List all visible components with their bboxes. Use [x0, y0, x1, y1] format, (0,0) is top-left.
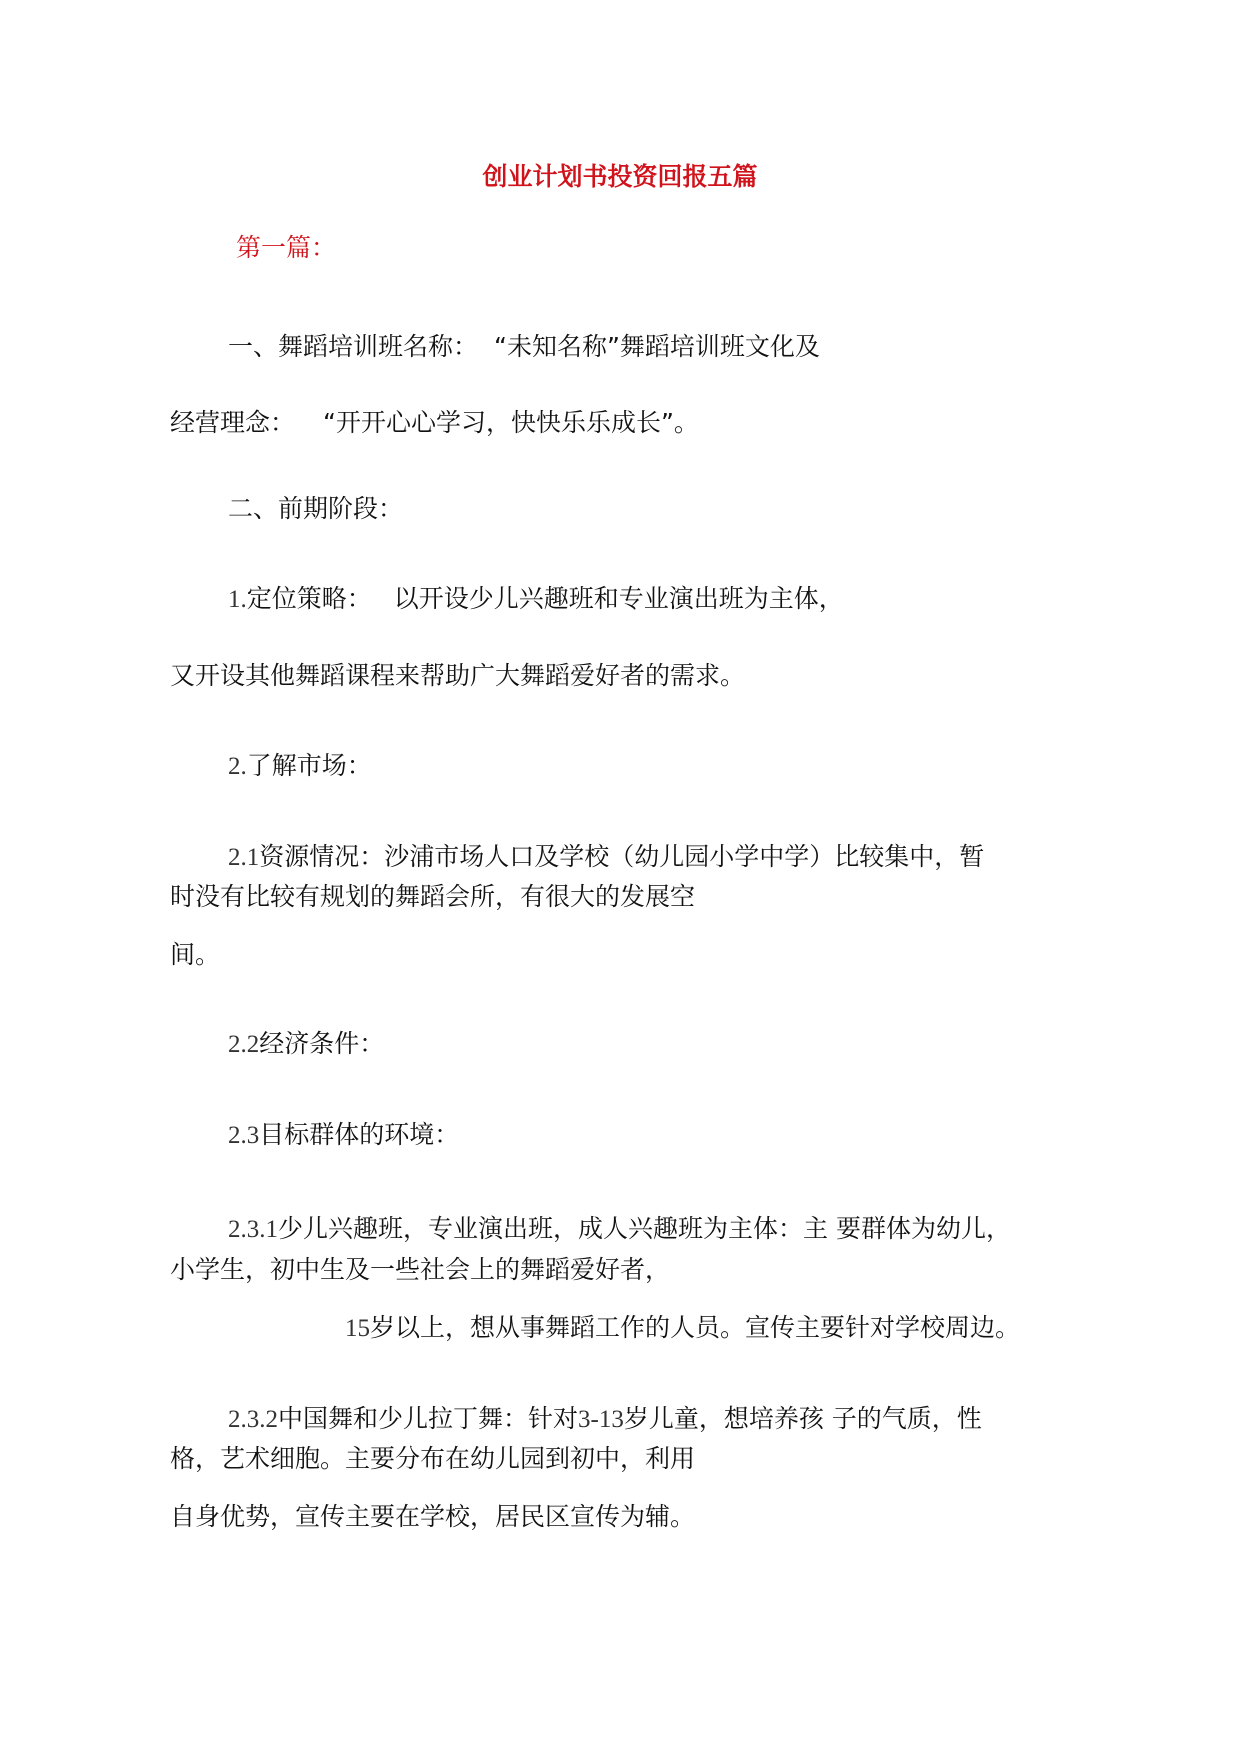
paragraph-2 — [228, 749, 372, 784]
section-heading: 第一篇： — [236, 233, 337, 262]
paragraph-2-3-2 — [228, 1402, 982, 1437]
paragraph-2-1-text: 资源情况：沙浦市场人口及学校（幼儿园小学中学）比较集中，暂 — [259, 842, 985, 871]
paragraph-2-3-1-continuation-1: 小学生，初中生及一些社会上的舞蹈爱好者， — [170, 1255, 671, 1284]
paragraph-2-3-number: 2.3 — [228, 1122, 260, 1149]
item-1-cont-value: “开开心心学习，快快乐乐成长”。 — [323, 408, 699, 437]
paragraph-2-3-2-text-a: 中国舞和少儿拉丁舞：针对 — [278, 1404, 579, 1433]
paragraph-1-number: 1. — [228, 586, 247, 613]
item-1-value: “未知名称”舞蹈培训班文化及 — [494, 332, 820, 361]
paragraph-2-3-2-number: 2.3.2 — [228, 1406, 278, 1433]
paragraph-2-2-number: 2.2 — [228, 1031, 260, 1058]
item-1-cont-label: 经营理念： — [170, 408, 296, 437]
paragraph-1-text: 以开设少儿兴趣班和专业演出班为主体， — [393, 584, 844, 613]
paragraph-2-3-1-number: 2.3.1 — [228, 1216, 278, 1243]
document-title: 创业计划书投资回报五篇 — [482, 162, 758, 191]
paragraph-2-3 — [228, 1118, 459, 1153]
paragraph-2-3-2-text-b: 岁儿童，想培养孩 子的气质，性 — [623, 1404, 982, 1433]
item-1-line — [228, 330, 820, 364]
paragraph-2-label: 了解市场： — [246, 751, 372, 780]
paragraph-1 — [228, 582, 844, 617]
paragraph-2-3-2-continuation-2: 自身优势，宣传主要在学校，居民区宣传为辅。 — [170, 1502, 696, 1531]
item-1-continuation — [170, 406, 699, 440]
paragraph-2-2-text: 经济条件： — [259, 1029, 385, 1058]
paragraph-2-1-continuation-1: 时没有比较有规划的舞蹈会所，有很大的发展空 — [170, 882, 696, 911]
paragraph-2-3-text: 目标群体的环境： — [259, 1120, 460, 1149]
paragraph-2-number: 2. — [228, 753, 247, 780]
paragraph-2-3-2-continuation-1: 格，艺术细胞。主要分布在幼儿园到初中，利用 — [170, 1444, 696, 1473]
paragraph-2-3-1-text: 少儿兴趣班，专业演出班，成人兴趣班为主体：主 要群体为幼儿， — [278, 1214, 1011, 1243]
paragraph-2-2 — [228, 1027, 384, 1062]
paragraph-1-continuation: 又开设其他舞蹈课程来帮助广大舞蹈爱好者的需求。 — [170, 661, 746, 690]
age-range: 3-13 — [578, 1406, 624, 1433]
paragraph-1-label: 定位策略： — [246, 584, 372, 613]
paragraph-2-1-continuation-2: 间。 — [170, 940, 221, 969]
paragraph-2-1 — [228, 840, 984, 875]
paragraph-2-3-1-continuation-2-text: 岁以上，想从事舞蹈工作的人员。宣传主要针对学校周边。 — [370, 1313, 1021, 1342]
paragraph-2-3-1 — [228, 1212, 1011, 1247]
paragraph-2-1-number: 2.1 — [228, 844, 260, 871]
item-2-heading: 二、前期阶段： — [228, 494, 404, 523]
age-number: 15 — [345, 1315, 370, 1342]
paragraph-2-3-1-continuation-2 — [345, 1311, 1020, 1346]
item-1-label: 一、舞蹈培训班名称： — [228, 332, 479, 361]
